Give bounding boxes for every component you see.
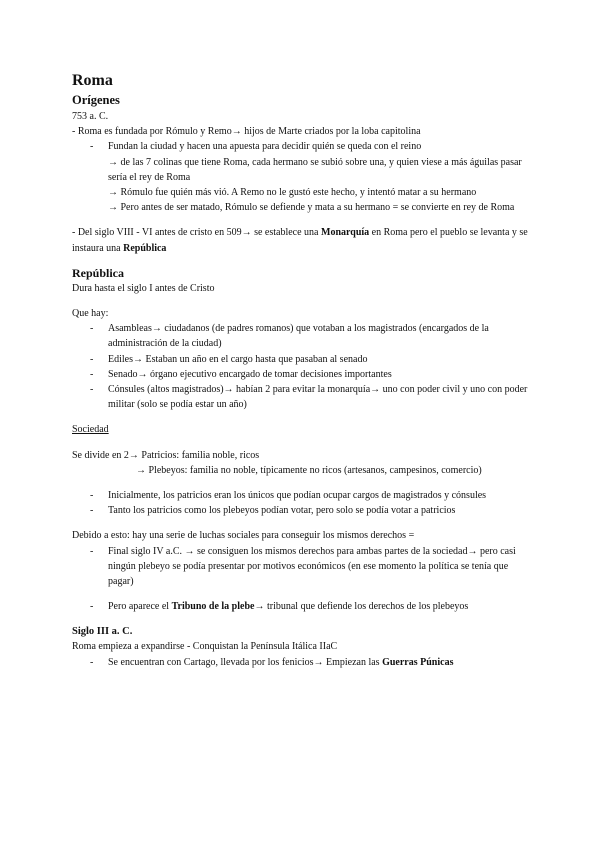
spacer [72, 478, 532, 488]
spacer [72, 296, 532, 306]
sociedad-plebeyos: → Plebeyos: familia no noble, típicamente no ricos (artesanos, campesinos, comercio) [136, 464, 482, 476]
republica-dura: Dura hasta el siglo I antes de Cristo [72, 282, 215, 294]
origenes-bullet-text: Fundan la ciudad y hacen una apuesta para decidir quién se queda con el reino [108, 141, 422, 153]
list-item: - Inicialmente, los patricios eran los únicos que podían ocupar cargos de magistrados y cónsules [72, 488, 532, 503]
siglo3-line: Roma empieza a expandirse - Conquistan la Península Itálica IIaC [72, 641, 338, 653]
spacer [72, 256, 532, 266]
list-item: - Final siglo IV a.C. → se consiguen los mismos derechos para ambas partes de la sociedad→ pero casi ningún plebeyo se podía presentar por motivos económicos (en ese momento la política se tenía que pagar) [72, 544, 532, 590]
monarquia-term: Monarquía [321, 227, 370, 239]
siglo3-item-text: Se encuentran con Cartago, llevada por los fenicios→ Empiezan las [108, 656, 383, 668]
heading-sociedad: Sociedad [72, 424, 109, 436]
republica-term: República [123, 242, 167, 254]
republica-list [72, 321, 532, 412]
tribuno-text-c: → tribunal que defiende los derechos de los plebeyos [254, 601, 469, 613]
guerras-punicas-term: Guerras Púnicas [382, 656, 454, 668]
heading-siglo-iii: Siglo III a. C. [72, 626, 133, 638]
spacer [72, 438, 532, 448]
list-item: - Asambleas→ ciudadanos (de padres romanos) que votaban a los magistrados (encargados de la administración de la ciudad) [72, 321, 532, 351]
spacer [72, 412, 532, 422]
siglo3-list [72, 655, 532, 670]
spacer [72, 518, 532, 528]
spacer [72, 614, 532, 624]
heading-republica: República [72, 265, 125, 280]
origenes-intro: - Roma es fundada por Rómulo y Remo→ hijos de Marte criados por la loba capitolina [72, 126, 421, 138]
list-item [72, 599, 532, 614]
tribuno-text-a: Pero aparece el [108, 601, 172, 613]
origenes-sub-3: → Pero antes de ser matado, Rómulo se defiende y mata a su hermano = se convierte en rey de Roma [108, 202, 515, 214]
siglo-text-c: en Roma pero el pueblo se levanta y se instaura una [72, 227, 528, 254]
sociedad-divide: Se divide en 2→ Patricios: familia noble, ricos [72, 449, 260, 461]
list-item: - Cónsules (altos magistrados)→ habían 2 para evitar la monarquía→ uno con poder civil y uno con poder militar (solo se podía estar un año) [72, 382, 532, 412]
list-item: - Senado→ órgano ejecutivo encargado de tomar decisiones importantes [72, 367, 532, 382]
sociedad-debido: Debido a esto: hay una serie de luchas sociales para conseguir los mismos derechos = [72, 530, 415, 542]
origenes-sub-2: → Rómulo fue quién más vió. A Remo no le gustó este hecho, y intentó matar a su hermano [108, 187, 477, 199]
list-item [72, 655, 532, 670]
siglo-text-a: - Del siglo VIII - VI antes de cristo en 509→ se establece una [72, 227, 321, 239]
origenes-bullet [72, 139, 532, 154]
sociedad-tribuno-list [72, 599, 532, 614]
origenes-list [72, 139, 532, 154]
spacer [72, 589, 532, 599]
page-title: Roma [72, 72, 113, 89]
heading-origenes: Orígenes [72, 93, 120, 107]
origenes-siglo [72, 225, 532, 255]
republica-que-hay: Que hay: [72, 308, 109, 320]
sociedad-derechos-list [72, 544, 532, 590]
sociedad-list [72, 488, 532, 518]
document-page [72, 70, 532, 670]
tribuno-term: Tribuno de la plebe [171, 601, 255, 613]
spacer [72, 215, 532, 225]
origenes-date: 753 a. C. [72, 111, 109, 122]
list-item: - Ediles→ Estaban un año en el cargo hasta que pasaban al senado [72, 352, 532, 367]
origenes-sub-1: → de las 7 colinas que tiene Roma, cada hermano se subió sobre una, y quien viese a más águilas pasar sería el rey de Roma [108, 156, 522, 183]
list-item: - Tanto los patricios como los plebeyos podían votar, pero solo se podía votar a patricios [72, 503, 532, 518]
